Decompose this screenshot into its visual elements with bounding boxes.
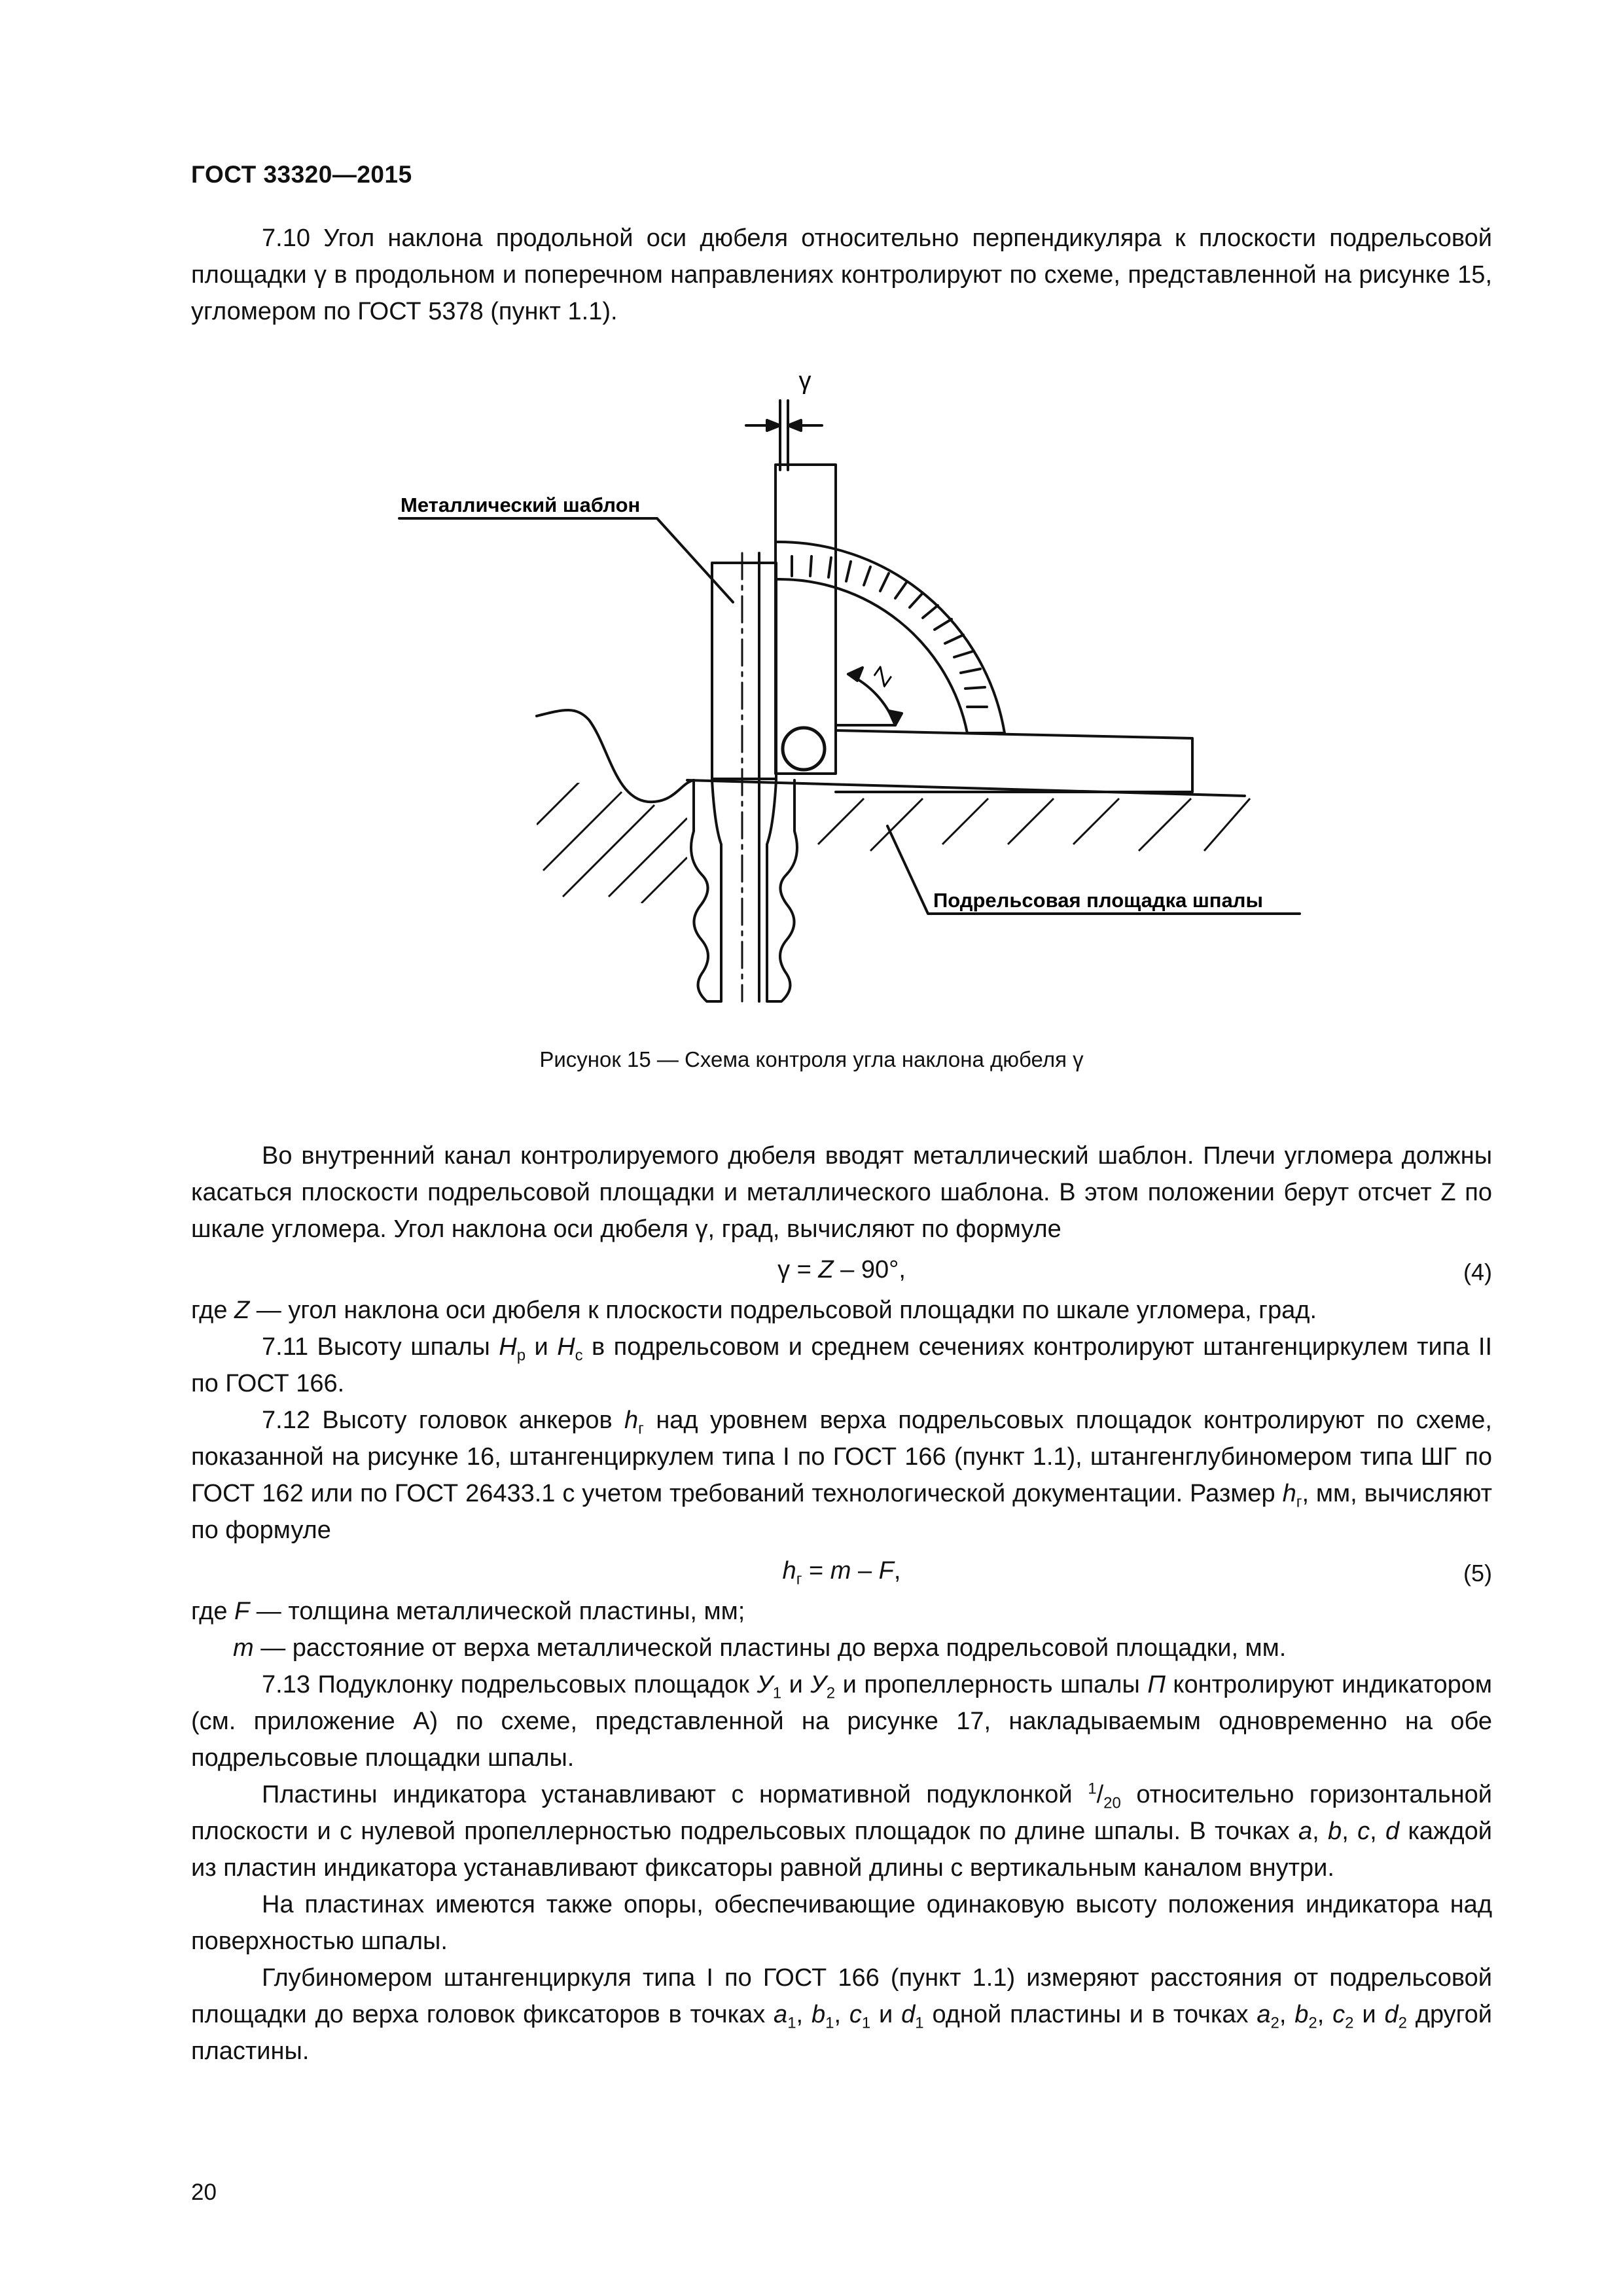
formula-4-eq: = — [790, 1256, 819, 1283]
p712-h1: h — [624, 1407, 639, 1434]
plates-slash: / — [1096, 1781, 1104, 1808]
depth-c4: , — [1317, 2001, 1333, 2028]
p713-sub1: 1 — [772, 1684, 782, 1702]
p713-u1: У — [757, 1671, 773, 1698]
formula-4-number: (4) — [1463, 1259, 1492, 1285]
p713-sub2: 2 — [826, 1684, 836, 1702]
formula-4-rest: – 90°, — [833, 1256, 906, 1283]
where-f-text: — толщина металлической пластины, мм; — [249, 1598, 745, 1625]
plates-t1: Пластины индикатора устанавливают с нормативной подуклонкой — [262, 1781, 1088, 1808]
where-m — [191, 1630, 1492, 1666]
formula-5-number: (5) — [1463, 1560, 1492, 1587]
p713-t3: контролируют индикатором (см. приложение А) по схеме, представленной на рисунке 17, накладываемым одновременно на обе подрельсовые площадки шпалы. — [191, 1671, 1492, 1772]
p712-sub2: г — [1296, 1493, 1302, 1511]
where-m-text: — расстояние от верха металлической пластины до верха подрельсовой площадки, мм. — [253, 1634, 1287, 1662]
plates-a: a — [1298, 1818, 1313, 1845]
depth-b2-sub: 2 — [1308, 2014, 1317, 2032]
plates-sub: 20 — [1103, 1794, 1121, 1812]
depth-d1-sub: 1 — [915, 2014, 924, 2032]
p711-h2: H — [557, 1333, 575, 1361]
depth-c2-sym: c — [1332, 2001, 1346, 2028]
figure-15-diagram — [401, 359, 1322, 1026]
formula-5-sub: г — [796, 1570, 802, 1588]
depth-c2: , — [834, 2001, 849, 2028]
p713-u2: У — [810, 1671, 827, 1698]
formula-5-minus: – — [851, 1557, 879, 1585]
depth-t3: другой пластины. — [191, 2001, 1493, 2065]
depth-d2: d — [1384, 2001, 1399, 2028]
plates-comma-3: , — [1370, 1818, 1385, 1845]
where-m-symbol: m — [233, 1634, 254, 1662]
formula-5-eq: = — [802, 1557, 830, 1585]
formula-5-comma: , — [893, 1557, 901, 1585]
p712-t3: , мм, вычисляют по формуле — [191, 1480, 1492, 1544]
paragraph-plates — [191, 1776, 1492, 1886]
p713-p: П — [1147, 1671, 1166, 1698]
formula-5-h: h — [782, 1557, 796, 1585]
depth-d2-sub: 2 — [1398, 2014, 1407, 2032]
p711-t1: 7.11 Высоту шпалы — [262, 1333, 499, 1361]
paragraph-template: Во внутренний канал контролируемого дюбеля вводят металлический шаблон. Плечи угломера должны касаться плоскости подрельсовой площадки и металлического шаблона. В этом положении берут отсчет Z по шкале угломера. Угол наклона оси дюбеля γ, град, вычисляют по формуле — [191, 1142, 1492, 1243]
p711-sub2: с — [575, 1346, 583, 1365]
where-z-lead: где — [191, 1297, 235, 1324]
figure-caption: Рисунок 15 — Схема контроля угла наклона дюбеля γ — [539, 1047, 1084, 1071]
where-f-symbol: F — [234, 1598, 250, 1625]
p712-h2: h — [1282, 1480, 1296, 1507]
formula-5-m: m — [830, 1557, 851, 1585]
paragraph-7-11 — [191, 1329, 1492, 1402]
plates-b: b — [1328, 1818, 1342, 1845]
depth-c3: , — [1279, 2001, 1295, 2028]
paragraph-7-12 — [191, 1402, 1492, 1549]
p713-and: и — [781, 1671, 811, 1698]
paragraph-7-13 — [191, 1666, 1492, 1776]
depth-a1: a — [774, 2001, 788, 2028]
depth-a1-sub: 1 — [787, 2014, 796, 2032]
depth-and1: и — [870, 2001, 902, 2028]
p712-t1: 7.12 Высоту головок анкеров — [262, 1407, 625, 1434]
formula-4 — [191, 1247, 1492, 1292]
p711-t3: в подрельсовом и среднем сечениях контролируют штангенциркулем типа II по ГОСТ 166. — [191, 1333, 1493, 1397]
depth-c2-sub: 2 — [1345, 2014, 1354, 2032]
depth-and2: и — [1353, 2001, 1385, 2028]
plates-d: d — [1385, 1818, 1400, 1845]
label-z: Z — [866, 663, 898, 691]
depth-t2: одной пластины и в точках — [923, 2001, 1257, 2028]
depth-t1: Глубиномером штангенциркуля типа I по ГОСТ 166 (пункт 1.1) измеряют расстояния от подрельсовой площадки до верха головок фиксаторов в точках — [191, 1964, 1492, 2028]
paragraph-7-10: 7.10 Угол наклона продольной оси дюбеля относительно перпендикуляра к плоскости подрельсовой площадки γ в продольном и поперечном направлениях контролируют по схеме, представленной на рисунке 15, угломером по ГОСТ 5378 (пункт 1.1). — [191, 224, 1492, 325]
section-7-10 — [191, 220, 1492, 330]
depth-d1: d — [901, 2001, 916, 2028]
document-header: ГОСТ 33320—2015 — [191, 161, 412, 188]
paragraph-supports: На пластинах имеются также опоры, обеспечивающие одинаковую высоту положения индикатора над поверхностью шпалы. — [191, 1891, 1492, 1955]
label-template: Металлический шаблон — [401, 493, 641, 516]
p713-t1: 7.13 Подуклонку подрельсовых площадок — [262, 1671, 757, 1698]
plates-t2: относительно горизонтальной плоскости и с нулевой пропеллерностью подрельсовых площадок по длине шпалы. В точках — [191, 1781, 1492, 1845]
formula-4-z: Z — [818, 1256, 834, 1283]
where-f — [191, 1593, 1492, 1630]
depth-b1: b — [811, 2001, 826, 2028]
p711-h1: H — [499, 1333, 517, 1361]
where-f-lead: где — [191, 1598, 235, 1625]
depth-b1-sub: 1 — [825, 2014, 834, 2032]
formula-5 — [191, 1549, 1492, 1593]
plates-sup: 1 — [1088, 1780, 1097, 1798]
main-text — [191, 1138, 1492, 2070]
formula-4-gamma: γ — [777, 1256, 791, 1283]
formula-5-f: F — [878, 1557, 894, 1585]
label-gamma: γ — [798, 367, 812, 395]
plates-c: c — [1357, 1818, 1370, 1845]
label-pad: Подрельсовая площадка шпалы — [933, 889, 1263, 912]
depth-c1-sym: c — [849, 2001, 862, 2028]
page-number: 20 — [191, 2179, 217, 2205]
plates-comma-2: , — [1342, 1818, 1358, 1845]
where-z-text: — угол наклона оси дюбеля к плоскости подрельсовой площадки по шкале угломера, град. — [249, 1297, 1317, 1324]
depth-a2-sub: 2 — [1270, 2014, 1279, 2032]
where-z — [191, 1292, 1492, 1329]
p711-t2: и — [526, 1333, 558, 1361]
depth-a2: a — [1257, 2001, 1271, 2028]
p711-sub1: р — [516, 1346, 526, 1365]
depth-b2: b — [1294, 2001, 1309, 2028]
where-z-symbol: Z — [234, 1297, 250, 1324]
plates-comma-1: , — [1312, 1818, 1329, 1845]
p712-t2: над уровнем верха подрельсовых площадок контролируют по схеме, показанной на рисунке 16, штангенциркулем типа I по ГОСТ 166 (пункт 1.1), штангенглубиномером типа ШГ по ГОСТ 162 или по ГОСТ 26433.1 с учетом требований технологической документации. Размер — [191, 1407, 1492, 1507]
paragraph-depth — [191, 1960, 1492, 2070]
p713-t2: и пропеллерность шпалы — [835, 1671, 1148, 1698]
depth-c1-sub: 1 — [861, 2014, 871, 2032]
p712-sub1: г — [638, 1420, 644, 1438]
plates-t3: каждой из пластин индикатора устанавливают фиксаторы равной длины с вертикальным каналом внутри. — [191, 1818, 1492, 1882]
depth-c1: , — [796, 2001, 812, 2028]
